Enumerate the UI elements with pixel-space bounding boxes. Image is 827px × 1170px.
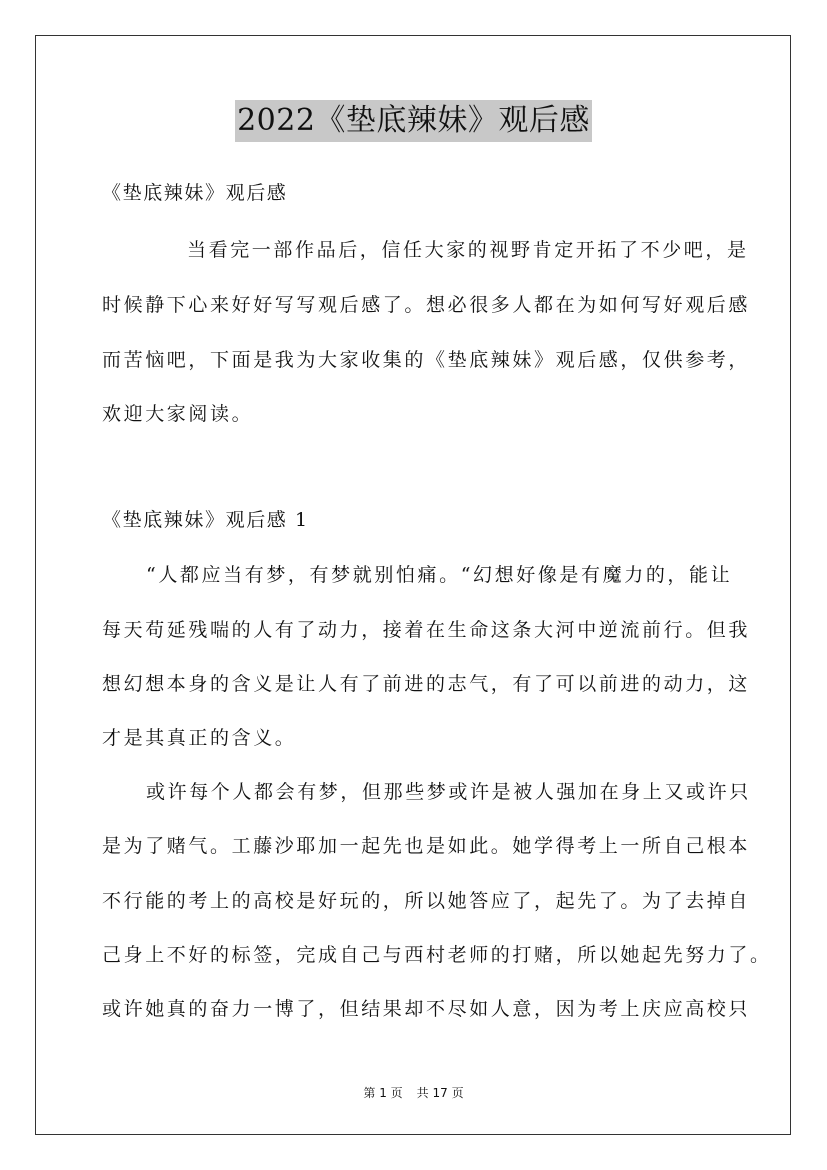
page-total: 共 17 页 [416,1086,464,1100]
intro-line: 欢迎大家阅读。 [102,403,254,425]
paragraph-line: 是为了赌气。工藤沙耶加一起先也是如此。她学得考上一所自己根本 [102,835,751,857]
paragraph-line: 不行能的考上的高校是好玩的，所以她答应了，起先了。为了去掉自 [102,890,751,912]
paragraph-line: 才是其真正的含义。 [102,727,297,749]
document-title: 2022《垫底辣妹》观后感 [235,100,592,142]
document-subtitle: 《垫底辣妹》观后感 [102,182,288,204]
intro-line: 时候静下心来好好写写观后感了。想必很多人都在为如何写好观后感 [102,294,751,316]
paragraph-line: 每天苟延残喘的人有了动力，接着在生命这条大河中逆流前行。但我 [102,619,751,641]
paragraph-line: 或许她真的奋力一博了，但结果却不尽如人意，因为考上庆应高校只 [102,998,751,1020]
paragraph-line: “人都应当有梦，有梦就别怕痛。“幻想好像是有魔力的，能让 [146,564,733,586]
paragraph-line: 或许每个人都会有梦，但那些梦或许是被人强加在身上又或许只 [146,781,751,803]
paragraph-line: 想幻想本身的含义是让人有了前进的志气，有了可以前进的动力，这 [102,673,751,695]
intro-line: 而苦恼吧，下面是我为大家收集的《垫底辣妹》观后感，仅供参考， [102,349,751,371]
section-heading: 《垫底辣妹》观后感 1 [102,509,309,531]
paragraph-line: 己身上不好的标签，完成自己与西村老师的打赌，所以她起先努力了。 [102,944,772,966]
page-number: 第 1 页 [363,1086,403,1100]
page-footer [0,1085,827,1101]
title-container [0,100,827,142]
intro-line: 当看完一部作品后，信任大家的视野肯定开拓了不少吧，是 [187,239,749,261]
